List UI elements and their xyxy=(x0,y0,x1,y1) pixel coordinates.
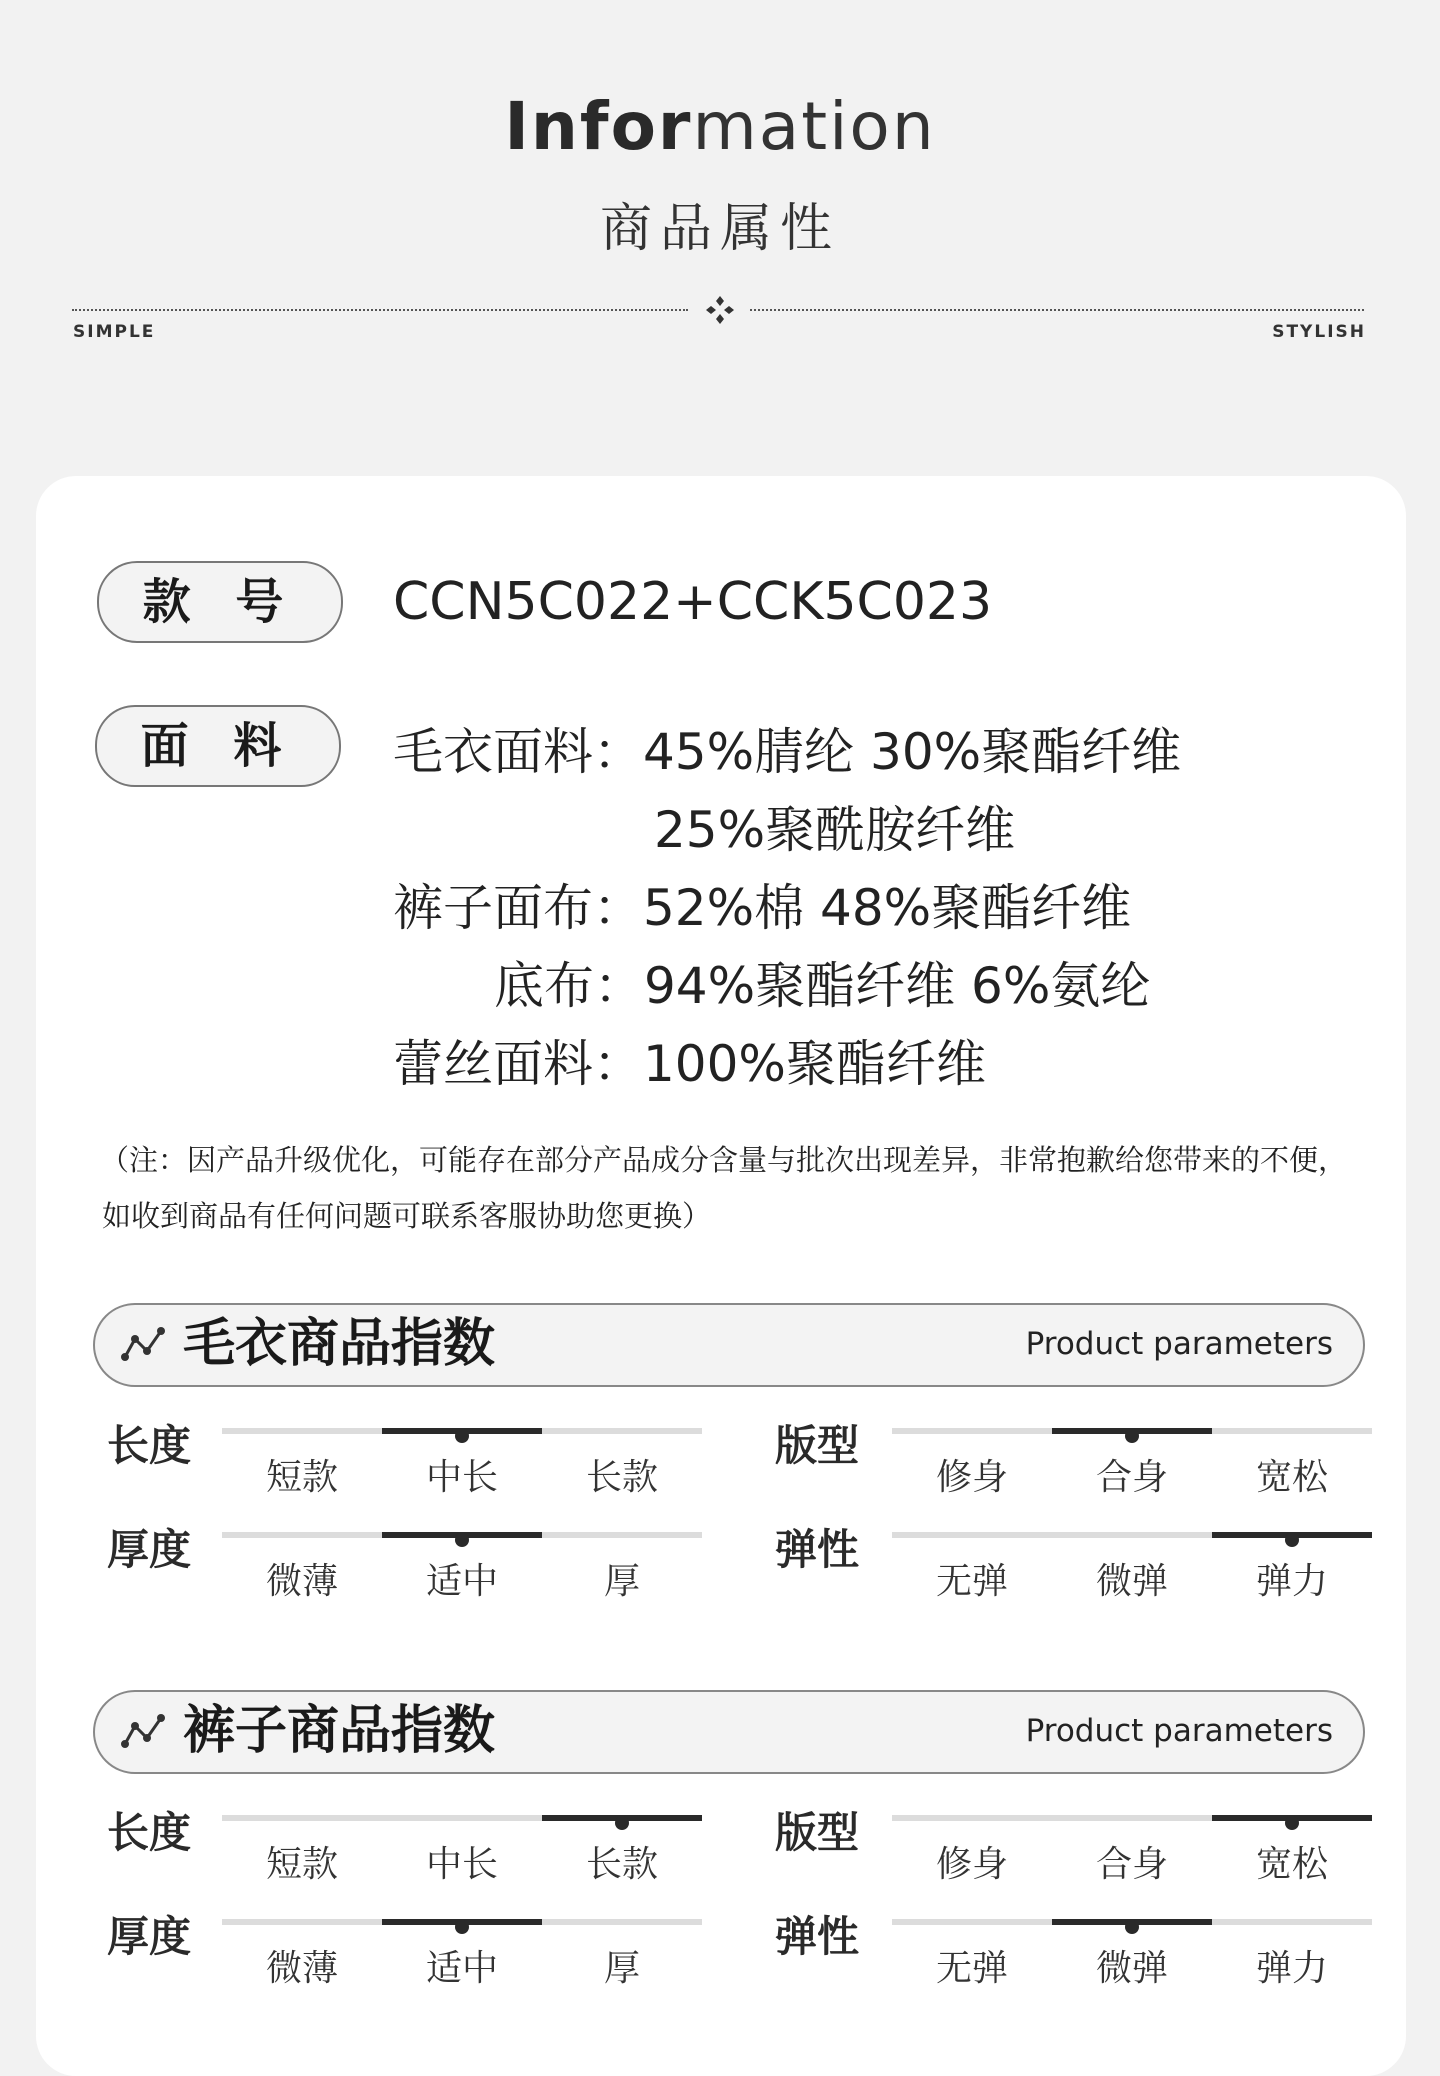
page-subtitle: 商品属性 xyxy=(599,199,840,259)
param-label: 长度 xyxy=(107,1421,192,1470)
param-option: 弹力 xyxy=(1255,1561,1328,1602)
param-option: 弹力 xyxy=(1255,1948,1328,1989)
param-option: 微弹 xyxy=(1095,1561,1168,1602)
param-option: 微弹 xyxy=(1095,1948,1168,1989)
param-option: 微薄 xyxy=(265,1948,338,1989)
param-selected-dot xyxy=(1285,1533,1299,1547)
dotted-divider-right xyxy=(750,309,1364,311)
fabric-label: 面 料 xyxy=(95,705,341,787)
tag-stylish: STYLISH xyxy=(1272,322,1366,342)
param-option: 合身 xyxy=(1095,1457,1168,1498)
param-option: 合身 xyxy=(1095,1844,1168,1885)
style-number-label: 款 号 xyxy=(97,561,343,643)
param-option: 修身 xyxy=(935,1457,1008,1498)
param-option: 厚 xyxy=(603,1948,640,1989)
fabric-line-pants: 裤子面布：52%棉 48%聚酯纤维 xyxy=(393,879,1132,937)
section-subtitle-en: Product parameters xyxy=(1025,1713,1333,1749)
style-number-value: CCN5C022+CCK5C023 xyxy=(393,572,993,632)
param-label: 弹性 xyxy=(775,1525,860,1574)
trend-line-icon xyxy=(121,1712,167,1752)
param-selected-dot xyxy=(1125,1429,1139,1443)
param-option: 修身 xyxy=(935,1844,1008,1885)
param-label: 长度 xyxy=(107,1808,192,1857)
section-title: 毛衣商品指数 xyxy=(183,1314,496,1374)
param-selected-dot xyxy=(455,1920,469,1934)
section-subtitle-en: Product parameters xyxy=(1025,1326,1333,1362)
param-option: 无弹 xyxy=(935,1948,1008,1989)
note-line-1: （注：因产品升级优化，可能存在部分产品成分含量与批次出现差异，非常抱歉给您带来的不便， xyxy=(100,1143,1348,1177)
param-option: 无弹 xyxy=(935,1561,1008,1602)
trend-line-icon xyxy=(121,1325,167,1365)
page-title xyxy=(0,88,1440,165)
section-title: 裤子商品指数 xyxy=(183,1701,496,1761)
fabric-line-sweater: 毛衣面料：45%腈纶 30%聚酯纤维 xyxy=(393,723,1182,781)
param-label: 弹性 xyxy=(775,1912,860,1961)
param-option: 短款 xyxy=(265,1457,338,1498)
section-header-bar xyxy=(93,1690,1365,1774)
param-option: 宽松 xyxy=(1255,1457,1328,1498)
param-selected-dot xyxy=(615,1816,629,1830)
param-label: 厚度 xyxy=(107,1912,192,1961)
fabric-line-sweater-cont: 25%聚酰胺纤维 xyxy=(654,801,1016,859)
param-option: 宽松 xyxy=(1255,1844,1328,1885)
section-header-bar xyxy=(93,1303,1365,1387)
param-selected-dot xyxy=(455,1429,469,1443)
param-option: 短款 xyxy=(265,1844,338,1885)
fabric-line-lining: 底布：94%聚酯纤维 6%氨纶 xyxy=(494,957,1151,1015)
param-selected-dot xyxy=(455,1533,469,1547)
fabric-line-lace: 蕾丝面料：100%聚酯纤维 xyxy=(393,1035,986,1093)
param-label: 版型 xyxy=(775,1808,860,1857)
param-option: 适中 xyxy=(425,1948,498,1989)
param-option: 中长 xyxy=(425,1844,498,1885)
title-bold: Infor xyxy=(504,88,693,165)
dotted-divider-left xyxy=(72,309,688,311)
param-option: 厚 xyxy=(603,1561,640,1602)
param-option: 中长 xyxy=(425,1457,498,1498)
title-light: mation xyxy=(692,88,936,165)
param-selected-dot xyxy=(1125,1920,1139,1934)
note-line-2: 如收到商品有任何问题可联系客服协助您更换） xyxy=(102,1199,712,1233)
param-option: 适中 xyxy=(425,1561,498,1602)
param-option: 微薄 xyxy=(265,1561,338,1602)
param-selected-dot xyxy=(1285,1816,1299,1830)
param-label: 厚度 xyxy=(107,1525,192,1574)
param-option: 长款 xyxy=(585,1844,658,1885)
tag-simple: SIMPLE xyxy=(73,322,156,342)
param-option: 长款 xyxy=(585,1457,658,1498)
four-diamond-icon xyxy=(700,290,740,330)
param-label: 版型 xyxy=(775,1421,860,1470)
